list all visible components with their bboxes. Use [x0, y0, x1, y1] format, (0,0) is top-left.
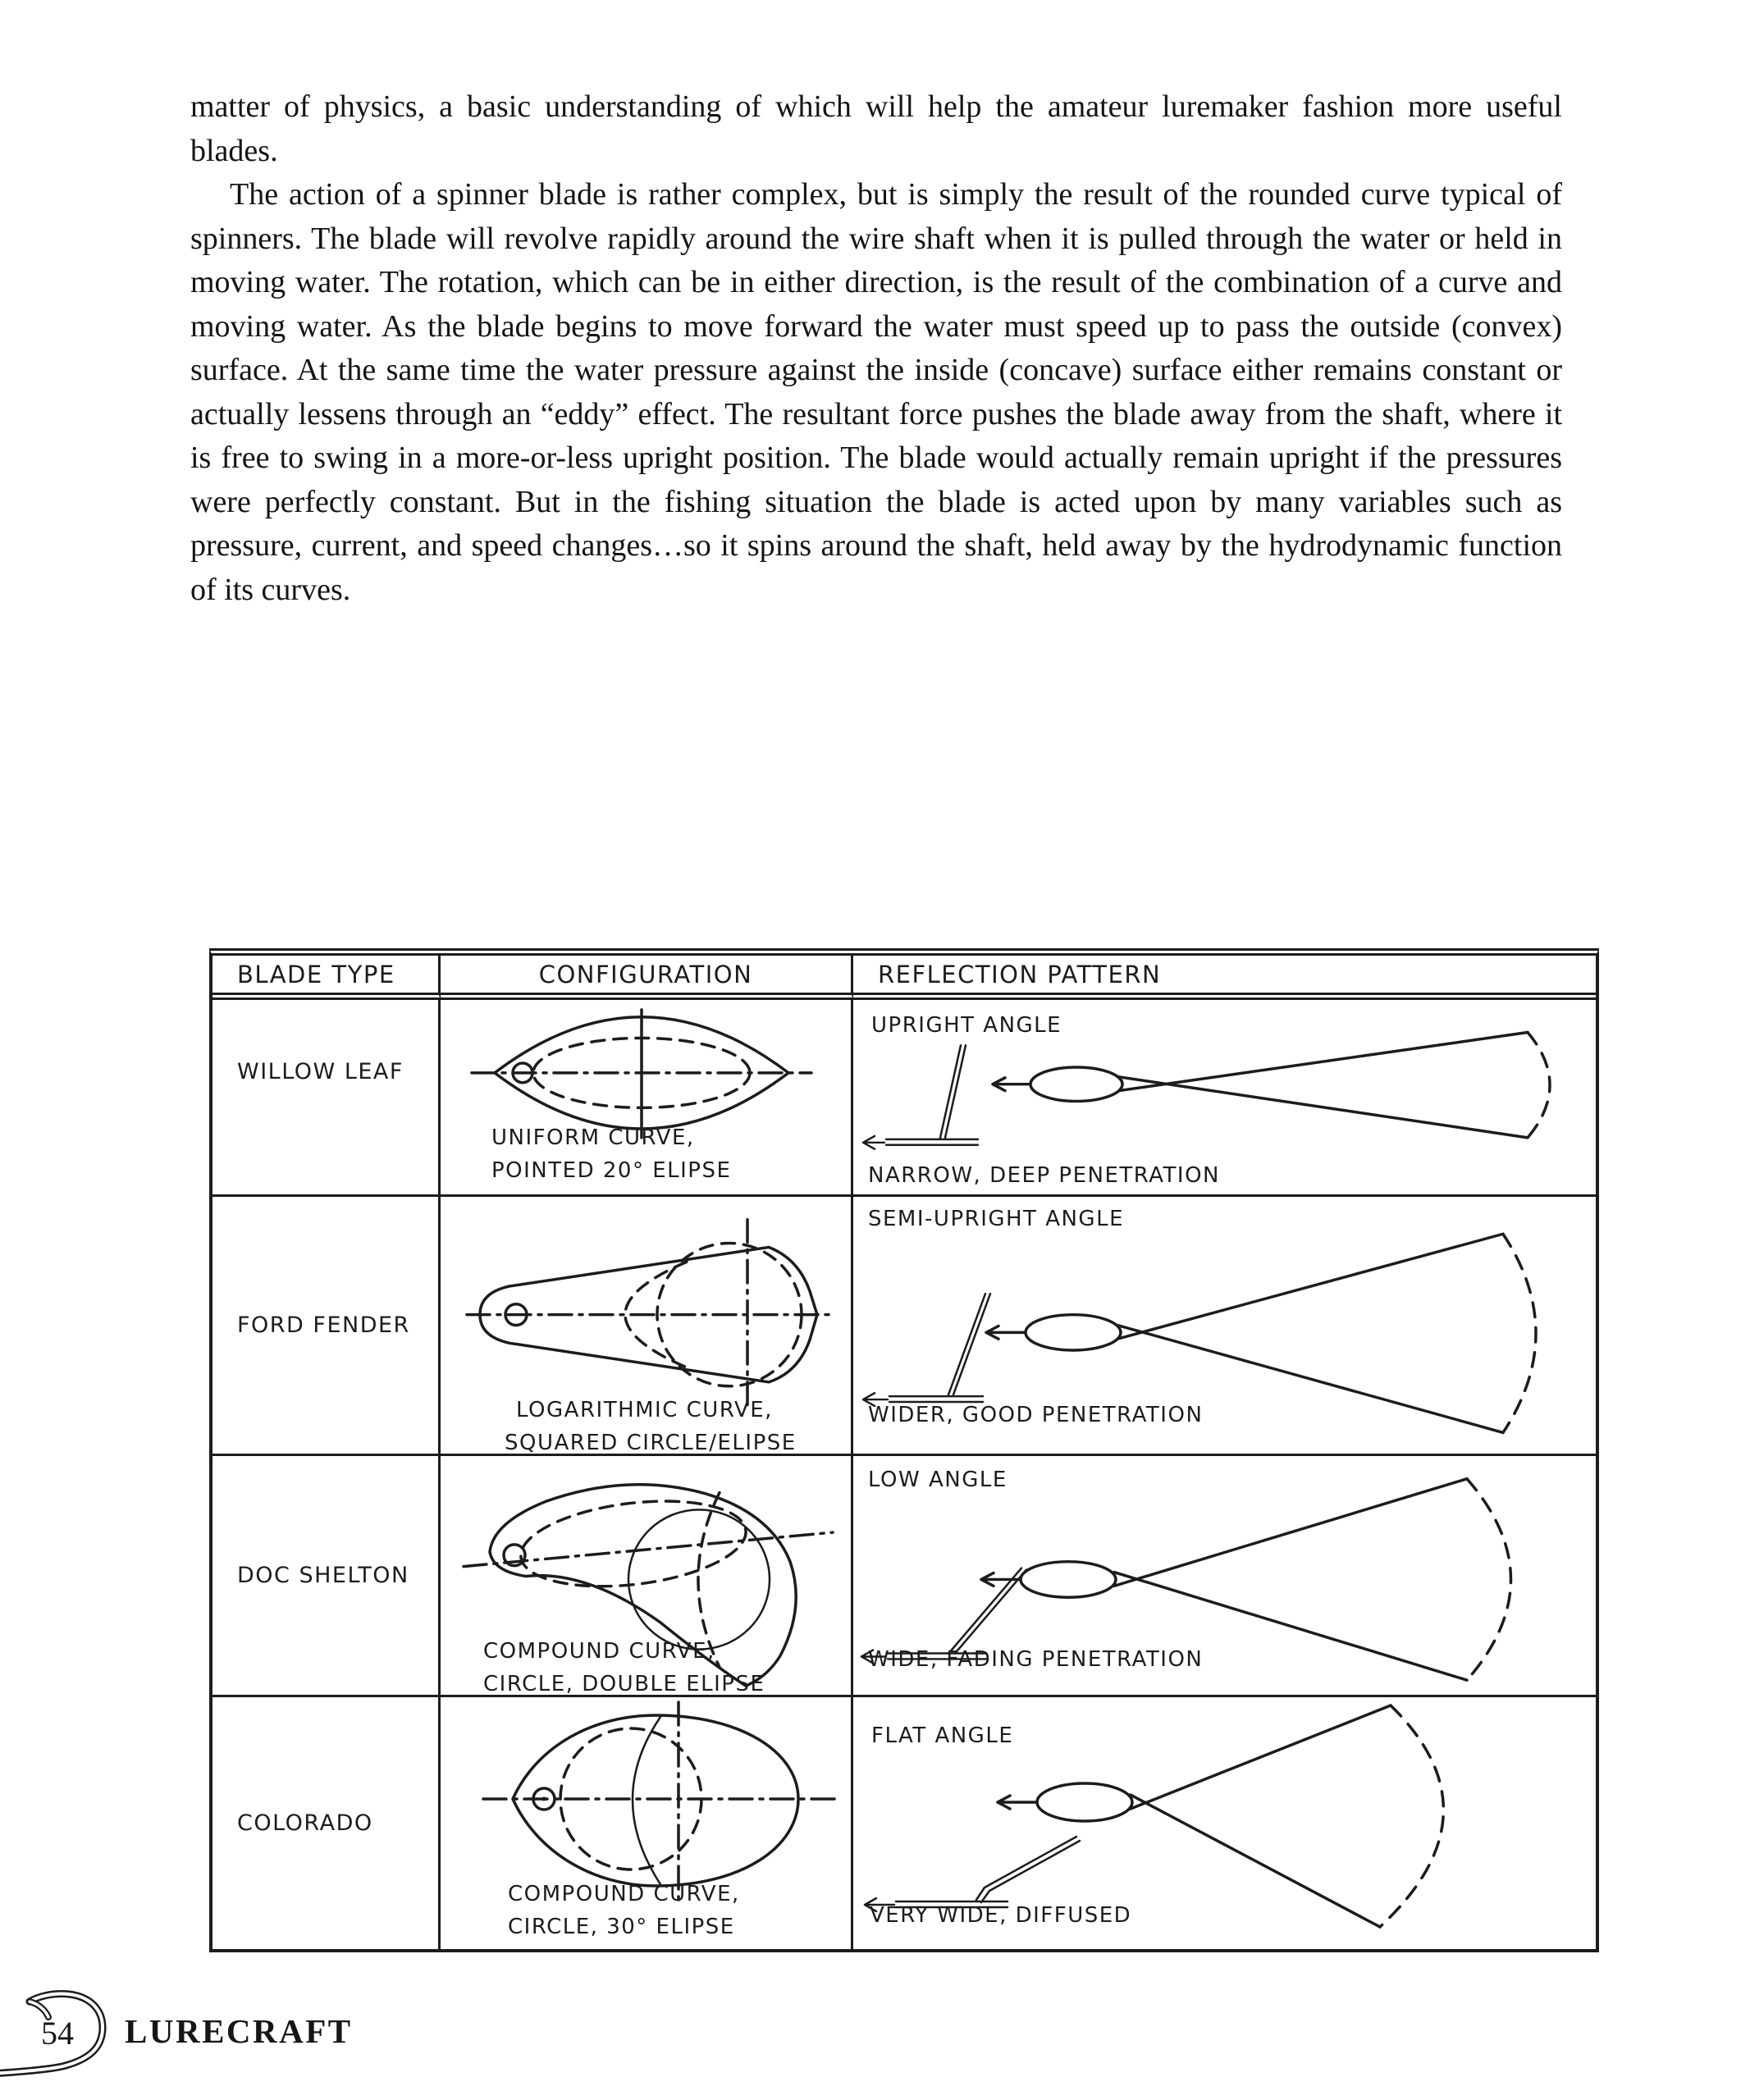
reflection-cone — [1119, 1033, 1528, 1138]
blade-angle-line — [940, 1045, 966, 1138]
reflection-arc — [1528, 1033, 1550, 1138]
reflection-cell — [853, 1697, 1596, 1949]
book-title: LURECRAFT — [125, 2012, 353, 2050]
lure-body — [1021, 1562, 1116, 1598]
blade-type-cell — [212, 1197, 441, 1456]
caption-line: COMPOUND CURVE, — [508, 1882, 740, 1906]
configuration-cell — [441, 1697, 853, 1949]
caption-line: SQUARED CIRCLE/ELIPSE — [505, 1431, 797, 1455]
col-header-configuration — [441, 956, 853, 1000]
col-header-reflection-pattern — [853, 956, 1596, 1000]
caption-line: CIRCLE, 30° ELIPSE — [508, 1915, 735, 1939]
reflection-caption: VERY WIDE, DIFFUSED — [870, 1903, 1132, 1928]
blade-type-label: COLORADO — [237, 1810, 373, 1836]
ground-line — [889, 1396, 983, 1402]
header-label: CONFIGURATION — [538, 960, 753, 988]
reflection-caption: WIDER, GOOD PENETRATION — [868, 1403, 1204, 1427]
configuration-caption — [505, 1394, 797, 1459]
caption-line: POINTED 20° ELIPSE — [491, 1158, 732, 1183]
motion-arrow — [993, 1078, 1029, 1091]
blade-type-label: FORD FENDER — [237, 1312, 410, 1338]
blade-angle-line — [948, 1294, 990, 1395]
blade-type-label: WILLOW LEAF — [237, 1059, 404, 1084]
page-number: 54 — [41, 2015, 74, 2052]
reflection-angle-label: FLAT ANGLE — [871, 1723, 1014, 1748]
col-header-blade-type — [212, 956, 441, 1000]
configuration-cell — [441, 1000, 853, 1197]
reflection-cell — [853, 1197, 1596, 1456]
reflection-arc — [1380, 1705, 1443, 1927]
caption-line: LOGARITHMIC CURVE, — [516, 1398, 773, 1422]
reflection-cone — [1131, 1705, 1391, 1927]
reflection-angle-label: UPRIGHT ANGLE — [871, 1013, 1062, 1038]
configuration-caption — [483, 1635, 765, 1701]
hole-center-dot — [542, 1797, 546, 1801]
reflection-cell — [853, 1000, 1596, 1197]
lure-body — [1037, 1783, 1132, 1821]
paragraph-continuation: matter of physics, a basic understanding of which will help the amateur luremaker fashion more useful blades. — [190, 89, 1562, 168]
reflection-cell — [853, 1456, 1596, 1697]
header-label: BLADE TYPE — [237, 960, 395, 988]
blade-type-cell — [212, 1000, 441, 1197]
reflection-angle-label: SEMI-UPRIGHT ANGLE — [868, 1207, 1124, 1231]
header-label: REFLECTION PATTERN — [878, 960, 1162, 988]
reflection-arc — [1467, 1479, 1511, 1680]
configuration-caption — [491, 1121, 731, 1187]
blade-angle-line — [976, 1837, 1080, 1902]
construction-meridian — [633, 1717, 660, 1884]
blade-type-label: DOC SHELTON — [237, 1563, 409, 1588]
caption-line: UNIFORM CURVE, — [491, 1125, 695, 1150]
configuration-cell — [441, 1197, 853, 1456]
reflection-angle-label: LOW ANGLE — [868, 1468, 1008, 1492]
paragraph-spinner-action: The action of a spinner blade is rather complex, but is simply the result of the rounded curve typical of spinners. The blade will revolve rapidly around the wire shaft when it is pulled through the water or held in moving water. The rotation, which can be in either direction, is the result of the combination of a curve and moving water. As the blade begins to move forward the water must speed up to pass the outside (convex) surface. At the same time the water pressure against the inside (concave) surface either remains constant or actually lessens through an “eddy” effect. The resultant force pushes the blade away from the shaft, where it is free to swing in a more-or-less upright position. The blade would actually remain upright if the pressures were perfectly constant. But in the fishing situation the blade is acted upon by many variables such as pressure, current, and speed changes…so it spins around the shaft, held away by the hydrodynamic function of its curves. — [190, 177, 1562, 607]
direction-arrow — [863, 1136, 884, 1149]
motion-arrow — [998, 1796, 1035, 1809]
lure-body — [1030, 1067, 1122, 1101]
reflection-arc — [1503, 1234, 1536, 1432]
blade-type-cell — [212, 1697, 441, 1949]
configuration-cell — [441, 1456, 853, 1697]
caption-line: COMPOUND CURVE, — [483, 1639, 715, 1664]
caption-line: CIRCLE, DOUBLE ELIPSE — [483, 1672, 765, 1696]
motion-arrow — [986, 1326, 1024, 1339]
lure-body — [1026, 1315, 1121, 1350]
ground-line — [886, 1139, 978, 1145]
body-text — [190, 85, 1562, 612]
reflection-caption: NARROW, DEEP PENETRATION — [868, 1163, 1220, 1188]
configuration-caption — [508, 1878, 740, 1943]
blade-type-cell — [212, 1456, 441, 1697]
reflection-caption: WIDE, FADING PENETRATION — [868, 1647, 1204, 1672]
blade-table — [209, 948, 1599, 1952]
